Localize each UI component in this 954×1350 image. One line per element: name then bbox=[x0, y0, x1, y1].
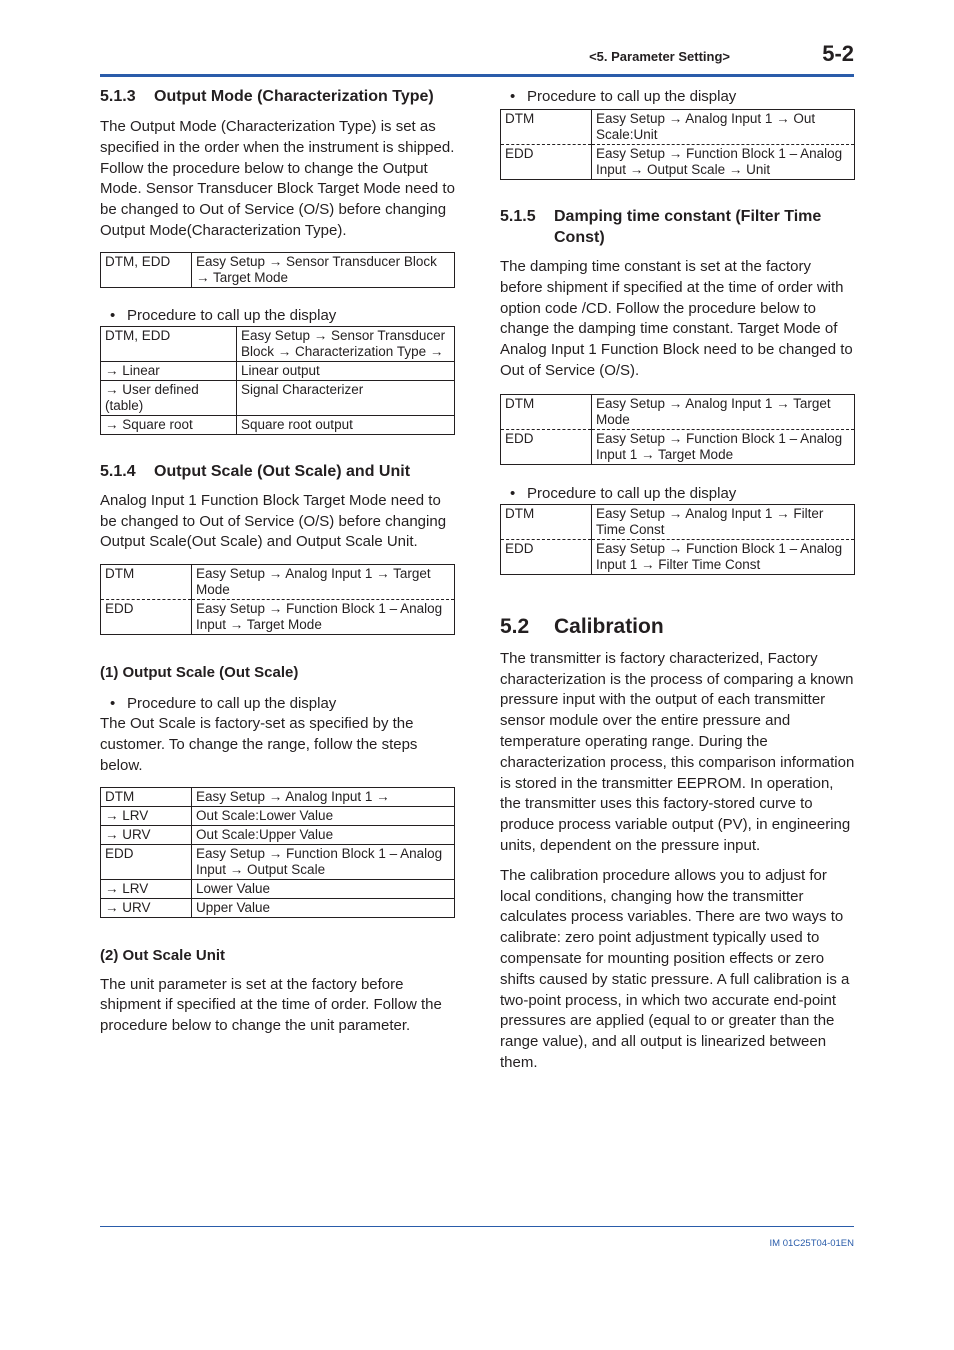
bullet-item: • Procedure to call up the display bbox=[100, 694, 455, 714]
table-cell: Easy Setup → Sensor Transducer Block → Characterization Type → bbox=[237, 326, 455, 361]
footer-rule bbox=[100, 1226, 854, 1227]
subheading-out-scale-unit: (2) Out Scale Unit bbox=[100, 946, 226, 964]
table-cell: EDD bbox=[101, 600, 192, 635]
document-id: IM 01C25T04-01EN bbox=[769, 1238, 854, 1249]
heading-5-1-5: 5.1.5 Damping time constant (Filter Time Const) bbox=[500, 208, 822, 246]
page-number: 5-2 bbox=[822, 41, 854, 66]
table-cell: Easy Setup → Function Block 1 – Analog Input 1 → Target Mode bbox=[592, 429, 855, 464]
table-cell: → User defined (table) bbox=[101, 380, 237, 415]
table-cell: DTM bbox=[501, 504, 592, 539]
table-cell: Easy Setup → Analog Input 1 → Filter Time Const bbox=[592, 504, 855, 539]
table-cell: Easy Setup → Function Block 1 – Analog Input → Output Scale → Unit bbox=[592, 145, 855, 180]
table-out-scale bbox=[100, 787, 455, 918]
heading-5-2: 5.2 Calibration bbox=[500, 614, 664, 638]
left-column bbox=[100, 86, 455, 1037]
table-cell: Easy Setup → Analog Input 1 → bbox=[192, 787, 455, 806]
table-cell: → LRV bbox=[101, 806, 192, 825]
table-cell: DTM bbox=[101, 565, 192, 600]
table-cell: Easy Setup → Analog Input 1 → Target Mode bbox=[192, 565, 455, 600]
table-filter-time-const bbox=[500, 504, 855, 575]
table-cell: DTM bbox=[501, 394, 592, 429]
table-cell: Easy Setup → Sensor Transducer Block → Target Mode bbox=[192, 252, 455, 287]
table-cell: Lower Value bbox=[192, 879, 455, 898]
table-cell: → Square root bbox=[101, 415, 237, 434]
table-cell: DTM bbox=[101, 787, 192, 806]
table-out-scale-unit bbox=[500, 109, 855, 180]
table-cell: Linear output bbox=[237, 361, 455, 380]
table-cell: DTM bbox=[501, 110, 592, 145]
table-cell: → URV bbox=[101, 825, 192, 844]
table-cell: Easy Setup → Analog Input 1 → Target Mode bbox=[592, 394, 855, 429]
section-title: <5. Parameter Setting> bbox=[589, 49, 730, 64]
table-cell: Easy Setup → Function Block 1 – Analog Input → Output Scale bbox=[192, 844, 455, 879]
paragraph: The transmitter is factory characterized, Factory characterization is the process of comparing a known pressure input with the output of each transmitter sensor module over the entire pressure and temperature operating range. During the characterization process, this comparison information is stored in the transmitter EEPROM. In operation, the transmitter uses this factory-stored curve to produce process variable output (PV), in engineering units, dependent on the pressure input. bbox=[500, 649, 855, 854]
heading-5-1-3: 5.1.3 Output Mode (Characterization Type) bbox=[100, 88, 434, 105]
paragraph: The unit parameter is set at the factory before shipment if specified at the time of order. Follow the procedure below to change the unit parameter. bbox=[100, 975, 442, 1035]
table-cell: DTM, EDD bbox=[101, 252, 192, 287]
table-cell: Upper Value bbox=[192, 898, 455, 917]
table-cell: EDD bbox=[501, 429, 592, 464]
paragraph: The calibration procedure allows you to adjust for local conditions, changing how the transmitter calculates process variables. There are two ways to calibrate: zero point adjustment typically used to compensate for mounting position effects or zero shifts caused by static pressure. A full calibration is a two-point process, in which two accurate end-point pressures are applied (equal to or greater than the range value), and all output is linearized between them. bbox=[500, 866, 850, 1071]
paragraph: The Output Mode (Characterization Type) is set as specified in the order when the instrument is shipped. Follow the procedure below to change the Output Mode. Sensor Transducer Block Target Mode need to be changed to Out of Service (O/S) before changing Output Mode(Characterization Type). bbox=[100, 118, 455, 239]
table-cell: EDD bbox=[101, 844, 192, 879]
right-column bbox=[500, 87, 855, 1074]
bullet-item: • Procedure to call up the display bbox=[500, 87, 855, 107]
table-cell: → URV bbox=[101, 898, 192, 917]
paragraph: Analog Input 1 Function Block Target Mode need to be changed to Out of Service (O/S) before changing Output Scale(Out Scale) and Output Scale Unit. bbox=[100, 491, 447, 551]
heading-5-1-4: 5.1.4 Output Scale (Out Scale) and Unit bbox=[100, 462, 411, 480]
table-cell: Square root output bbox=[237, 415, 455, 434]
table-cell: Easy Setup → Analog Input 1 → Out Scale:Unit bbox=[592, 110, 855, 145]
table-cell: → Linear bbox=[101, 361, 237, 380]
table-cell: Out Scale:Lower Value bbox=[192, 806, 455, 825]
bullet-item: • Procedure to call up the display bbox=[500, 484, 855, 504]
paragraph: The Out Scale is factory-set as specified by the customer. To change the range, follow the steps below. bbox=[100, 715, 418, 774]
table-cell: DTM, EDD bbox=[101, 326, 237, 361]
table-cell: Out Scale:Upper Value bbox=[192, 825, 455, 844]
bullet-item: • Procedure to call up the display bbox=[100, 306, 455, 326]
subheading-output-scale: (1) Output Scale (Out Scale) bbox=[100, 664, 299, 682]
table-cell: EDD bbox=[501, 145, 592, 180]
page-header bbox=[100, 41, 854, 77]
table-cell: Easy Setup → Function Block 1 – Analog Input → Target Mode bbox=[192, 600, 455, 635]
table-target-mode bbox=[100, 252, 455, 288]
table-cell: EDD bbox=[501, 539, 592, 574]
table-cell: Signal Characterizer bbox=[237, 380, 455, 415]
table-cell: → LRV bbox=[101, 879, 192, 898]
table-characterization bbox=[100, 326, 455, 435]
table-ai-target-mode bbox=[100, 564, 455, 635]
table-cell: Easy Setup → Function Block 1 – Analog Input 1 → Filter Time Const bbox=[592, 539, 855, 574]
table-damping-target-mode bbox=[500, 394, 855, 465]
paragraph: The damping time constant is set at the factory before shipment if specified at the time of order with option code /CD. Follow the procedure below to change the damping time constant. Target Mode of Analog Input 1 Function Block need to be changed to Out of Service (O/S). bbox=[500, 258, 853, 379]
